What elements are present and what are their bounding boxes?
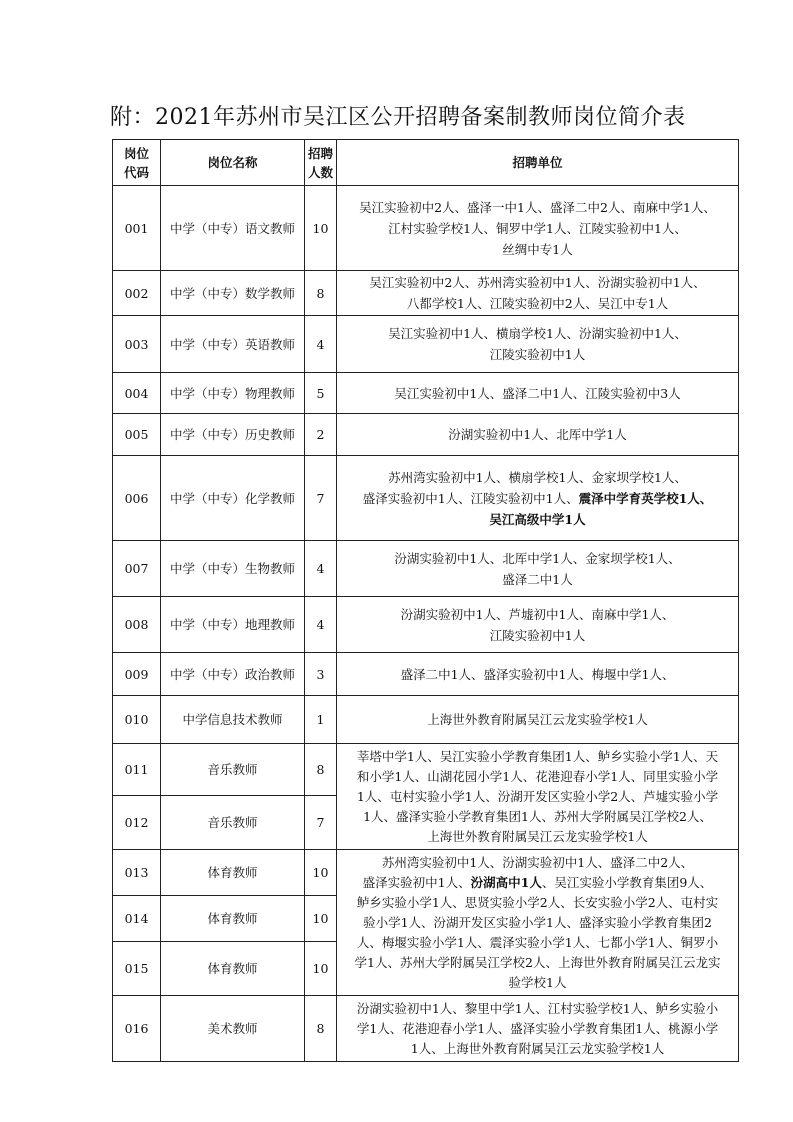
table-row (113, 456, 739, 541)
row-name: 美术教师 (161, 996, 305, 1062)
row-code: 004 (113, 373, 161, 414)
row-count: 3 (305, 653, 337, 696)
row-count: 4 (305, 316, 337, 373)
table-row (113, 696, 739, 744)
row-code: 013 (113, 850, 161, 896)
row-code: 002 (113, 271, 161, 316)
row-name: 中学（中专）英语教师 (161, 316, 305, 373)
row-name: 体育教师 (161, 942, 305, 996)
row-count: 10 (305, 186, 337, 271)
row-count: 7 (305, 456, 337, 541)
row-count: 10 (305, 896, 337, 942)
row-code: 008 (113, 597, 161, 653)
row-count: 4 (305, 597, 337, 653)
row-code: 001 (113, 186, 161, 271)
row-code: 007 (113, 541, 161, 597)
table-row (113, 414, 739, 456)
table-row (113, 541, 739, 597)
row-units: 上海世外教育附属吴江云龙实验学校1人 (337, 696, 739, 744)
row-code: 015 (113, 942, 161, 996)
row-units: 吴江实验初中1人、盛泽二中1人、江陵实验初中3人 (337, 373, 739, 414)
table-row (113, 186, 739, 271)
row-units: 汾湖实验初中1人、北厍中学1人、金家坝学校1人、 盛泽二中1人 (337, 541, 739, 597)
row-count: 7 (305, 796, 337, 850)
row-units: 吴江实验初中2人、盛泽一中1人、盛泽二中2人、南麻中学1人、 江村实验学校1人、铜罗中学1人、江陵实验初中1人、 丝绸中专1人 (337, 186, 739, 271)
row-name: 音乐教师 (161, 744, 305, 796)
row-units: 吴江实验初中2人、苏州湾实验初中1人、汾湖实验初中1人、 八都学校1人、江陵实验初中2人、吴江中专1人 (337, 271, 739, 316)
table-row (113, 653, 739, 696)
row-code: 006 (113, 456, 161, 541)
row-code: 012 (113, 796, 161, 850)
header-units: 招聘单位 (337, 140, 739, 186)
row-code: 011 (113, 744, 161, 796)
row-name: 体育教师 (161, 850, 305, 896)
row-name: 中学信息技术教师 (161, 696, 305, 744)
row-units: 汾湖实验初中1人、北厍中学1人 (337, 414, 739, 456)
row-units: 汾湖实验初中1人、芦墟初中1人、南麻中学1人、 江陵实验初中1人 (337, 597, 739, 653)
positions-table (112, 139, 739, 1062)
row-count: 8 (305, 996, 337, 1062)
music-units: 莘塔中学1人、吴江实验小学教育集团1人、鲈乡实验小学1人、天 和小学1人、山湖花园小学1人、花港迎春小学1人、同里实验小学 1人、屯村实验小学1人、汾湖开发区实验小学2人、芦墟实验小学 1人、盛泽实验小学教育集团1人、苏州大学附属吴江学校2人、 上海世外教育附属吴江云龙实验学校1人 (337, 744, 739, 850)
row-count: 8 (305, 271, 337, 316)
bold-unit: 吴江高级中学1人 (489, 511, 586, 527)
row-units: 吴江实验初中1人、横扇学校1人、汾湖实验初中1人、 江陵实验初中1人 (337, 316, 739, 373)
row-units: 盛泽二中1人、盛泽实验初中1人、梅堰中学1人、 (337, 653, 739, 696)
row-count: 8 (305, 744, 337, 796)
row-count: 1 (305, 696, 337, 744)
row-count: 2 (305, 414, 337, 456)
row-name: 中学（中专）数学教师 (161, 271, 305, 316)
row-count: 10 (305, 850, 337, 896)
row-code: 016 (113, 996, 161, 1062)
bold-unit: 震泽中学育英学校1人、 (578, 490, 713, 506)
row-code: 009 (113, 653, 161, 696)
table-row (113, 996, 739, 1062)
row-count: 4 (305, 541, 337, 597)
row-name: 中学（中专）语文教师 (161, 186, 305, 271)
header-name: 岗位名称 (161, 140, 305, 186)
row-name: 中学（中专）历史教师 (161, 414, 305, 456)
row-units: 苏州湾实验初中1人、横扇学校1人、金家坝学校1人、 盛泽实验初中1人、江陵实验初中1人、震泽中学育英学校1人、 吴江高级中学1人 (337, 456, 739, 541)
table-row (113, 850, 739, 896)
table-row (113, 597, 739, 653)
row-name: 中学（中专）生物教师 (161, 541, 305, 597)
table-row (113, 744, 739, 796)
row-name: 中学（中专）地理教师 (161, 597, 305, 653)
row-code: 003 (113, 316, 161, 373)
header-code: 岗位 代码 (113, 140, 161, 186)
bold-unit: 汾湖高中1人 (470, 874, 542, 890)
table-row (113, 271, 739, 316)
pe-units: 苏州湾实验初中1人、汾湖实验初中1人、盛泽二中2人、 盛泽实验初中1人、汾湖高中1人、吴江实验小学教育集团9人、 鲈乡实验小学1人、思贤实验小学2人、长安实验小学2人、屯村实 验小学1人、汾湖开发区实验小学1人、盛泽实验小学教育集团2 人、梅堰实验小学1人、震泽实验小学1人、七都小学1人、铜罗小 学1人、苏州大学附属吴江学校2人、上海世外教育附属吴江云龙实 验学校1人 (337, 850, 739, 996)
row-units: 汾湖实验初中1人、黎里中学1人、江村实验学校1人、鲈乡实验小 学1人、花港迎春小学1人、盛泽实验小学教育集团1人、桃源小学 1人、上海世外教育附属吴江云龙实验学校1人 (337, 996, 739, 1062)
row-name: 中学（中专）物理教师 (161, 373, 305, 414)
row-count: 10 (305, 942, 337, 996)
table-header-row (113, 140, 739, 186)
page-title: 附：2021年苏州市吴江区公开招聘备案制教师岗位简介表 (110, 105, 686, 130)
row-code: 005 (113, 414, 161, 456)
row-name: 音乐教师 (161, 796, 305, 850)
header-count: 招聘 人数 (305, 140, 337, 186)
row-count: 5 (305, 373, 337, 414)
table-row (113, 373, 739, 414)
row-name: 体育教师 (161, 896, 305, 942)
row-code: 014 (113, 896, 161, 942)
row-code: 010 (113, 696, 161, 744)
row-name: 中学（中专）化学教师 (161, 456, 305, 541)
row-name: 中学（中专）政治教师 (161, 653, 305, 696)
table-row (113, 316, 739, 373)
